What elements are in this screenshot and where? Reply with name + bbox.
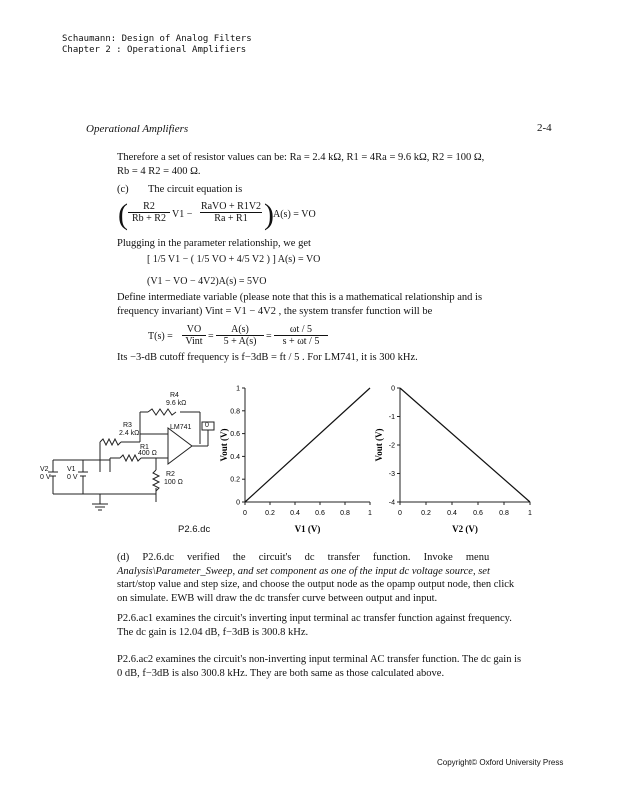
ac2-line2: 0 dB, f−3dB is also 300.8 kHz. They are both same as those calculated above. [117,668,445,679]
part-d-line1: (d) P2.6.dc verified the circuit's dc transfer function. Invoke menu [117,552,490,563]
running-header [62,34,252,56]
x-axis-label: V1 (V) [294,524,321,534]
r3-label: R3 [123,422,132,429]
v1-value: 0 V [67,474,78,481]
resistor-values-paragraph [117,151,542,179]
eq4-eq1: = [208,331,214,342]
x-tick-label: 0.4 [447,510,457,517]
eq4-eq2: = [266,331,272,342]
opamp-label: LM741 [170,424,192,431]
header-line-2: Chapter 2 : Operational Amplifiers [62,45,247,55]
y-tick-label: 0 [391,385,395,393]
y-tick-label: 0.8 [230,408,240,416]
x-tick-label: 0 [398,510,402,517]
x-tick-label: 0.2 [265,510,275,517]
eq4-f1n: VO [186,324,202,335]
equation-2: [ 1/5 V1 − ( 1/5 VO + 4/5 V2 ) ] A(s) = VO [147,254,321,265]
y-tick-label: -3 [388,471,395,478]
ac1-line2: The dc gain is 12.04 dB, f−3dB is 300.8 kHz. [117,627,309,638]
r2-resistor [153,470,159,491]
data-line [245,388,370,502]
eq4-frac3 [274,324,328,347]
paren-close: ) [264,198,274,231]
y-tick-label: -1 [388,414,395,421]
part-d-line4: on simulate. EWB will draw the dc transfer curve between output and input. [117,592,438,604]
ac2-line1: P2.6.ac2 examines the circuit's non-inverting input terminal AC transfer function. The dc gain is [117,654,522,665]
part-c-label: (c) [117,184,129,195]
r4-resistor [148,409,176,415]
x-tick-label: 1 [528,510,532,517]
eq4-frac2 [216,324,264,347]
eq4-f3n: ωt / 5 [289,324,313,335]
schematic [30,382,230,542]
paren-open: ( [118,198,128,231]
x-tick-label: 0.6 [473,510,483,517]
x-tick-label: 0 [243,510,247,517]
y-tick-label: 0.4 [230,453,240,461]
eq4-f1d: Vint [182,335,206,347]
eq1-num1: R2 [143,201,155,212]
x-tick-label: 0.8 [340,510,350,517]
page-number: 2-4 [537,122,552,134]
eq1-frac2 [200,201,262,224]
y-tick-label: 0 [236,499,240,507]
part-d-line3: start/stop value and step size, and choose the output node as the opamp output node, then click [117,579,515,590]
eq4-f3d: s + ωt / 5 [274,335,328,347]
transfer-function-equation [148,322,348,354]
schematic-drawing [30,382,230,542]
x-tick-label: 0.8 [499,510,509,517]
define-paragraph [117,291,542,319]
v2-label: V2 [40,466,49,473]
eq1-den2: Ra + R1 [200,212,262,224]
y-tick-label: 1 [236,385,240,393]
x-tick-label: 0.4 [290,510,300,517]
ac1-line1: P2.6.ac1 examines the circuit's inverting input terminal ac transfer function against frequency. [117,613,512,624]
r1-value: 400 Ω [138,450,157,457]
r3-value: 2.4 kΩ [119,430,140,437]
data-line [400,388,530,502]
x-tick-label: 1 [368,510,372,517]
part-c-intro: The circuit equation is [148,184,243,195]
section-title: Operational Amplifiers [86,123,189,135]
ac2-paragraph [117,653,542,681]
y-axis-label: Vout (V) [219,428,229,462]
v1-label: V1 [67,466,76,473]
v2-value: 0 V [40,474,51,481]
chart-vout-vs-v1 [219,386,372,535]
r2-value: 100 Ω [164,479,183,486]
eq1-den1: Rb + R2 [128,212,170,224]
r3-resistor [100,439,121,445]
equation-3: (V1 − VO − 4V2)A(s) = 5VO [147,276,267,287]
eq1-frac1 [128,201,170,224]
ac1-paragraph [117,612,542,640]
para1-line1: Therefore a set of resistor values can be: Ra = 2.4 kΩ, R1 = 4Ra = 9.6 kΩ, R2 = 100 Ω, [117,152,485,163]
part-d-paragraph [117,551,542,605]
eq1-tail: A(s) = VO [273,209,316,220]
eq4-f2n: A(s) [231,324,249,335]
schematic-caption: P2.6.dc [178,524,211,535]
x-tick-label: 0.2 [421,510,431,517]
y-tick-label: 0.2 [230,476,240,484]
probe-label: 0 [205,422,209,429]
cutoff-line: Its −3-dB cutoff frequency is f−3dB = ft / 5 . For LM741, it is 300 kHz. [117,352,418,363]
r4-value: 9.6 kΩ [166,400,187,407]
r4-label: R4 [170,392,179,399]
y-tick-label: -2 [388,442,395,450]
define-line2: frequency invariant) Vint = V1 − 4V2 , the system transfer function will be [117,306,433,317]
eq4-lhs: T(s) = [148,331,173,342]
circuit-equation [118,198,338,238]
plugging-line: Plugging in the parameter relationship, we get [117,238,311,249]
x-axis-label: V2 (V) [452,524,478,534]
r2-label: R2 [166,471,175,478]
part-d-line2: Analysis\Parameter_Sweep, and set component as one of the input dc voltage source, set [117,565,490,577]
copyright-footer: Copyright© Oxford University Press [437,758,564,767]
eq1-v1: V1 − [172,209,193,220]
eq4-f2d: 5 + A(s) [216,335,264,347]
y-axis-label: Vout (V) [374,428,384,462]
eq1-num2: RaVO + R1V2 [200,201,262,212]
chart-vout-vs-v2 [374,386,532,535]
y-tick-label: 0.6 [230,431,240,439]
opamp-triangle [168,428,192,464]
charts [219,380,545,546]
y-tick-label: -4 [388,499,395,507]
eq4-frac1 [182,324,206,347]
x-tick-label: 0.6 [315,510,325,517]
header-line-1: Schaumann: Design of Analog Filters [62,34,252,44]
para1-line2: Rb = 4 R2 = 400 Ω. [117,166,201,177]
r1-label: R1 [140,444,149,451]
define-line1: Define intermediate variable (please note that this is a mathematical relationship and is [117,292,483,303]
